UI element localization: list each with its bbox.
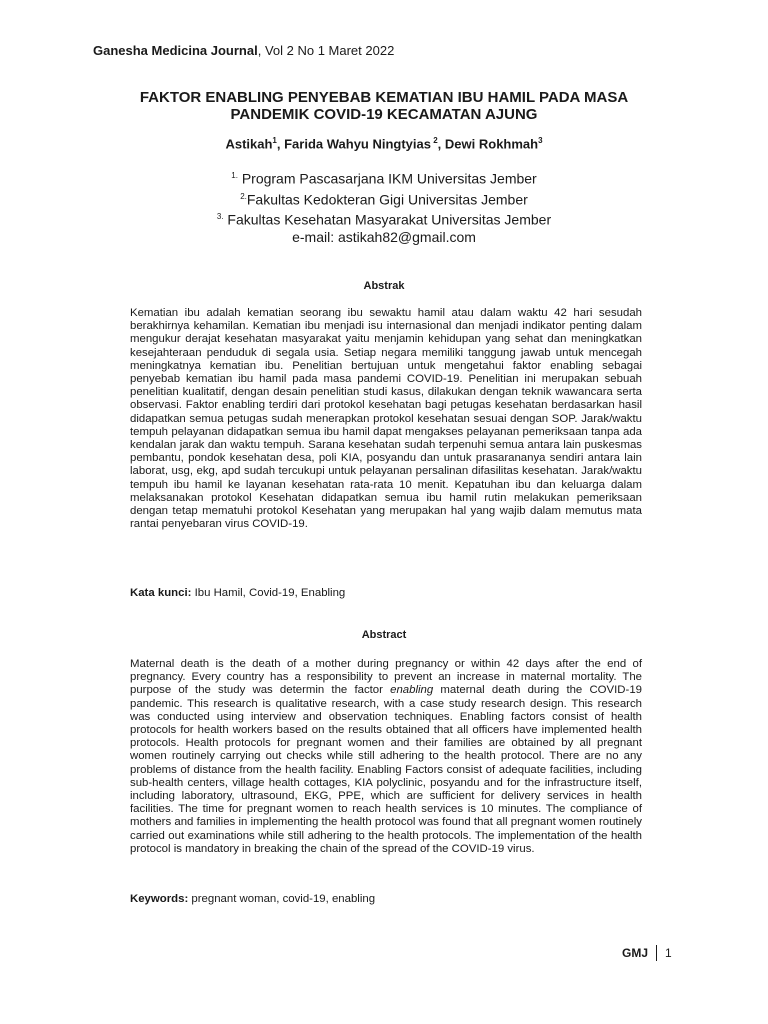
affiliation-list (0, 167, 768, 229)
affiliation-sup: 2. (240, 191, 247, 201)
footer-label: GMJ (622, 946, 649, 960)
abstract-text-b: maternal death during the COVID-19 pandemic. This research is qualitative research, with a case study research design. This research was conducted using interview and observation techniques. Enabling factors consist of health protocols for health workers based on the results obtained that all officers have implemented health protocols. Health protocols for pregnant women and their families are obtained by all pregnant women routinely carrying out checks while still adhering to the health protocol. There are no any problems of distance from the health facility. Enabling Factors consist of adequate facilities, including sub-health centers, village health cottages, KIA polyclinic, posyandu and for the infrastructure itself, including laboratory, ultrasound, EKG, PPE, which are sufficient for delivery services in health facilities. The time for pregnant women to reach health services is 10 minutes. The compliance of mothers and families in implementing the health protocol was found that all pregnant women routinely carried out examinations while still adhering to the health protocols. The implementation of the health protocol is mandatory in breaking the chain of the spread of the COVID-19 virus. (130, 684, 642, 855)
author-name: Dewi Rokhmah (444, 136, 539, 152)
footer-divider (656, 945, 657, 961)
abstrak-body: Kematian ibu adalah kematian seorang ibu sewaktu hamil atau dalam waktu 42 hari sesudah berakhirnya kehamilan. Kematian ibu menjadi isu internasional dan menjadi indikator penting dalam mengukur derajat kesehatan masyarakat yaitu menjamin kehidupan yang sehat dan meningkatkan kesejahteraan penduduk di segala usia. Setiap negara memiliki tanggung jawab untuk mencegah meningkatnya kematian ibu. Penelitian bertujuan untuk mengetahui faktor enabling sebagai penyebab kematian ibu hamil pada masa pandemi COVID-19. Penelitian ini merupakan sebuah penelitian kualitatif, dengan desain penelitian studi kasus, dilakukan dengan teknik wawancara serta observasi. Faktor enabling terdiri dari protokol kesehatan bagi petugas kesehatan berdasarkan hasil didapatkan semua petugas sudah menerapkan protokol kesehatan sesuai dengan SOP. Jarak/waktu tempuh pelayanan didapatkan semua ibu hamil dapat mengakses pelayanan pemeriksaan tanpa ada kendalan jarak dan waktu tempuh. Sarana kesehatan sudah terpenuhi semua antara lain puskesmas pembantu, pondok kesehatan desa, poli KIA, posyandu dan untuk prasarananya sendiri antara lain laborat, usg, ekg, apd sudah tercukupi untuk pelayanan persalinan difasilitas kesehatan. Jarak/waktu tempuh ibu hamil ke layanan kesehatan rata-rata 10 menit. Kepatuhan ibu dan keluarga dalam melaksanakan protokol Kesehatan didapatkan semua ibu hamil rutin melakukan pemeriksaan dengan tetap mematuhi protokol Kesehatan yang merupakan hal yang wajib dalam memutus mata rantai penyebaran virus COVID-19. (130, 307, 642, 531)
page-footer (622, 945, 672, 961)
author-sup: 1 (272, 136, 277, 145)
affiliation-text: Fakultas Kedokteran Gigi Universitas Jember (246, 191, 528, 208)
paper-title (100, 89, 668, 123)
author-name: Farida Wahyu Ningtyias (284, 136, 431, 152)
abstract-emphasis: enabling (390, 684, 434, 697)
author-name: Astikah (225, 136, 273, 152)
contact-email: e-mail: astikah82@gmail.com (292, 229, 476, 245)
kata-kunci-label: Kata kunci: (130, 587, 192, 599)
title-line-1: FAKTOR ENABLING PENYEBAB KEMATIAN IBU HAMIL PADA MASA (139, 89, 629, 106)
title-line-2: PANDEMIK COVID-19 KECAMATAN AJUNG (230, 106, 538, 123)
journal-issue: , Vol 2 No 1 Maret 2022 (257, 43, 395, 58)
kata-kunci (130, 587, 345, 599)
keywords (130, 893, 375, 905)
author-list: Astikah$^1$, Farida Wahyu Ningtyias $^2$, Dewi Rokhmah$^3$ (225, 136, 543, 152)
affiliation (0, 208, 768, 229)
page-number: 1 (665, 946, 672, 960)
author-sup: 3 (538, 136, 543, 145)
affiliation (0, 167, 768, 188)
affiliation (0, 188, 768, 209)
kata-kunci-text: Ibu Hamil, Covid-19, Enabling (191, 587, 346, 599)
keywords-label: Keywords: (130, 893, 189, 905)
author-sup: 2 (431, 136, 438, 145)
abstract-body (130, 658, 642, 856)
abstract-heading: Abstract (361, 629, 407, 641)
affiliation-text: Program Pascasarjana IKM Universitas Jember (237, 170, 537, 187)
affiliation-sup: 1. (231, 171, 238, 180)
journal-name: Ganesha Medicina Journal (93, 43, 258, 58)
abstrak-heading: Abstrak (363, 280, 405, 292)
journal-header (93, 43, 394, 58)
keywords-text: pregnant woman, covid-19, enabling (188, 893, 376, 905)
abstract-text-a: Maternal death is the death of a mother during pregnancy or within 42 days after the end of pregnancy. Every country has a responsibility to prevent an increase in maternal mortality. The purpose of the study was determin the factor (130, 658, 642, 697)
affiliation-text: Fakultas Kesehatan Masyarakat Universitas Jember (223, 211, 552, 228)
affiliation-sup: 3. (216, 212, 224, 222)
